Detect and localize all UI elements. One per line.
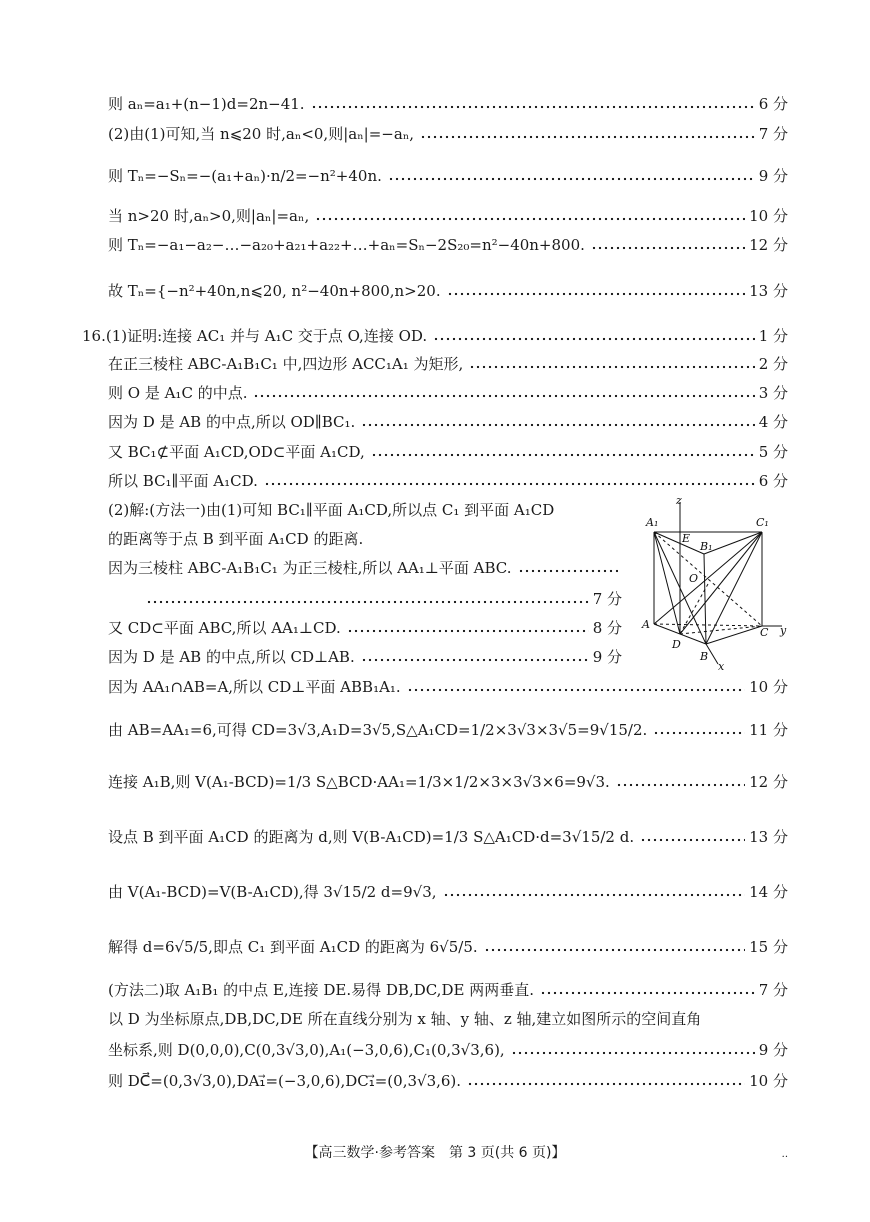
prism-figure	[632, 492, 792, 672]
answer-line-14	[108, 527, 622, 549]
score-label: 9 分	[758, 1041, 788, 1059]
score-label: 15 分	[749, 938, 788, 956]
line-text: 则 O 是 A₁C 的中点.	[108, 384, 248, 402]
score-label: 7 分	[592, 590, 622, 608]
answer-line-25	[108, 978, 788, 1000]
leader-dots	[484, 947, 746, 953]
leader-dots	[447, 291, 746, 297]
label-a1: A₁	[646, 516, 659, 529]
answer-line-9	[108, 381, 788, 403]
corner-mark: ··	[781, 1152, 788, 1163]
label-b: B	[700, 650, 709, 663]
answer-line-28	[108, 1069, 788, 1091]
score-label: 9 分	[592, 648, 622, 666]
leader-dots	[361, 422, 754, 428]
line-text: (方法二)取 A₁B₁ 的中点 E,连接 DE.易得 DB,DC,DE 两两垂直.	[108, 981, 534, 999]
label-c: C	[760, 626, 769, 639]
label-z: z	[676, 494, 682, 507]
label-d: D	[672, 638, 681, 651]
line-text: 因为 AA₁∩AB=A,所以 CD⊥平面 ABB₁A₁.	[108, 678, 401, 696]
leader-dots	[511, 1050, 755, 1056]
line-text: 则 aₙ=a₁+(n−1)d=2n−41.	[108, 95, 305, 113]
answer-line-17	[108, 616, 622, 638]
leader-dots	[518, 568, 618, 574]
line-text: 又 BC₁⊄平面 A₁CD,OD⊂平面 A₁CD,	[108, 443, 365, 461]
answer-line-23	[108, 880, 788, 902]
leader-dots	[146, 599, 589, 605]
leader-dots	[311, 104, 755, 110]
leader-dots	[467, 1081, 745, 1087]
leader-dots	[361, 657, 589, 663]
leader-dots	[653, 730, 745, 736]
label-a: A	[642, 618, 650, 631]
leader-dots	[371, 452, 755, 458]
leader-dots	[315, 216, 745, 222]
answer-line-27	[108, 1038, 788, 1060]
line-text: 因为三棱柱 ABC-A₁B₁C₁ 为正三棱柱,所以 AA₁⊥平面 ABC.	[108, 559, 512, 577]
line-text: 解得 d=6√5/5,即点 C₁ 到平面 A₁CD 的距离为 6√5/5.	[108, 938, 478, 956]
line-text: 连接 A₁B,则 V(A₁-BCD)=1/3 S△BCD·AA₁=1/3×1/2×3×3√3×6=9√3.	[108, 773, 610, 791]
score-label: 6 分	[758, 95, 788, 113]
label-x: x	[718, 660, 725, 672]
answer-line-19	[108, 675, 788, 697]
label-b1: B₁	[700, 540, 713, 553]
answer-line-8	[108, 352, 788, 374]
answer-line-4	[108, 204, 788, 226]
line-text: 坐标系,则 D(0,0,0),C(0,3√3,0),A₁(−3,0,6),C₁(0,3√3,6),	[108, 1041, 505, 1059]
page-footer: 【高三数学·参考答案 第 3 页(共 6 页)】	[304, 1145, 566, 1161]
answer-line-18	[108, 645, 622, 667]
score-label: 6 分	[758, 472, 788, 490]
answer-line-16	[108, 587, 622, 609]
score-label: 1 分	[758, 327, 788, 345]
line-text: 由 V(A₁-BCD)=V(B-A₁CD),得 3√15/2 d=9√3,	[108, 883, 437, 901]
answer-line-2	[108, 122, 788, 144]
score-label: 8 分	[592, 619, 622, 637]
leader-dots	[407, 687, 745, 693]
line-text: 因为 D 是 AB 的中点,所以 OD∥BC₁.	[108, 413, 356, 431]
leader-dots	[253, 393, 754, 399]
answer-line-5	[108, 233, 788, 255]
label-y: y	[780, 624, 787, 637]
leader-dots	[388, 176, 755, 182]
answer-line-3	[108, 164, 788, 186]
score-label: 12 分	[749, 773, 788, 791]
score-label: 5 分	[758, 443, 788, 461]
leader-dots	[264, 481, 755, 487]
score-label: 10 分	[749, 1072, 788, 1090]
score-label: 3 分	[758, 384, 788, 402]
leader-dots	[469, 364, 754, 370]
answer-line-13	[108, 498, 622, 520]
leader-dots	[347, 628, 589, 634]
leader-dots	[443, 892, 746, 898]
line-text: 故 Tₙ={−n²+40n,n⩽20, n²−40n+800,n>20.	[108, 282, 441, 300]
answer-line-10	[108, 410, 788, 432]
line-text: 在正三棱柱 ABC-A₁B₁C₁ 中,四边形 ACC₁A₁ 为矩形,	[108, 355, 464, 373]
label-c1: C₁	[756, 516, 769, 529]
answer-line-15	[108, 556, 622, 578]
score-label: 2 分	[758, 355, 788, 373]
score-label: 14 分	[749, 883, 788, 901]
score-label: 12 分	[749, 236, 788, 254]
line-text: (2)由(1)可知,当 n⩽20 时,aₙ<0,则|aₙ|=−aₙ,	[108, 125, 415, 143]
score-label: 10 分	[749, 678, 788, 696]
line-text: 因为 D 是 AB 的中点,所以 CD⊥AB.	[108, 648, 355, 666]
answer-line-21	[108, 770, 788, 792]
line-text: 则 DC⃗=(0,3√3,0),DA₁⃗=(−3,0,6),DC₁⃗=(0,3√3,6).	[108, 1072, 462, 1090]
answer-line-12	[108, 469, 788, 491]
leader-dots	[433, 336, 755, 342]
line-text: 由 AB=AA₁=6,可得 CD=3√3,A₁D=3√5,S△A₁CD=1/2×3√3×3√5=9√15/2.	[108, 721, 648, 739]
label-o: O	[689, 572, 699, 585]
figure-labels	[641, 494, 787, 672]
line-text: 的距离等于点 B 到平面 A₁CD 的距离.	[108, 530, 364, 548]
score-label: 10 分	[749, 207, 788, 225]
score-label: 7 分	[758, 981, 788, 999]
answer-line-20	[108, 718, 788, 740]
score-label: 4 分	[758, 413, 788, 431]
score-label: 13 分	[749, 828, 788, 846]
answer-line-26	[108, 1007, 788, 1029]
answer-line-22	[108, 825, 788, 847]
line-text: 设点 B 到平面 A₁CD 的距离为 d,则 V(B-A₁CD)=1/3 S△A₁CD·d=3√15/2 d.	[108, 828, 635, 846]
line-text: 则 Tₙ=−a₁−a₂−…−a₂₀+a₂₁+a₂₂+…+aₙ=Sₙ−2S₂₀=n²−40n+800.	[108, 236, 585, 254]
line-text: 所以 BC₁∥平面 A₁CD.	[108, 472, 258, 490]
leader-dots	[640, 837, 745, 843]
answer-line-24	[108, 935, 788, 957]
answer-line-6	[108, 279, 788, 301]
label-e: E	[682, 532, 691, 545]
score-label: 13 分	[749, 282, 788, 300]
line-text: 16.(1)证明:连接 AC₁ 并与 A₁C 交于点 O,连接 OD.	[82, 327, 428, 345]
line-text: 以 D 为坐标原点,DB,DC,DE 所在直线分别为 x 轴、y 轴、z 轴,建立如图所示的空间直角	[108, 1010, 702, 1028]
answer-line-1	[108, 92, 788, 114]
line-text: 则 Tₙ=−Sₙ=−(a₁+aₙ)·n/2=−n²+40n.	[108, 167, 382, 185]
line-text: 当 n>20 时,aₙ>0,则|aₙ|=aₙ,	[108, 207, 310, 225]
answer-line-11	[108, 440, 788, 462]
answer-line-7	[82, 324, 788, 346]
leader-dots	[591, 245, 745, 251]
score-label: 7 分	[758, 125, 788, 143]
leader-dots	[616, 782, 745, 788]
line-text: (2)解:(方法一)由(1)可知 BC₁∥平面 A₁CD,所以点 C₁ 到平面 A₁CD	[108, 501, 555, 519]
line-text: 又 CD⊂平面 ABC,所以 AA₁⊥CD.	[108, 619, 341, 637]
score-label: 9 分	[758, 167, 788, 185]
score-label: 11 分	[749, 721, 788, 739]
leader-dots	[420, 134, 755, 140]
leader-dots	[540, 990, 755, 996]
